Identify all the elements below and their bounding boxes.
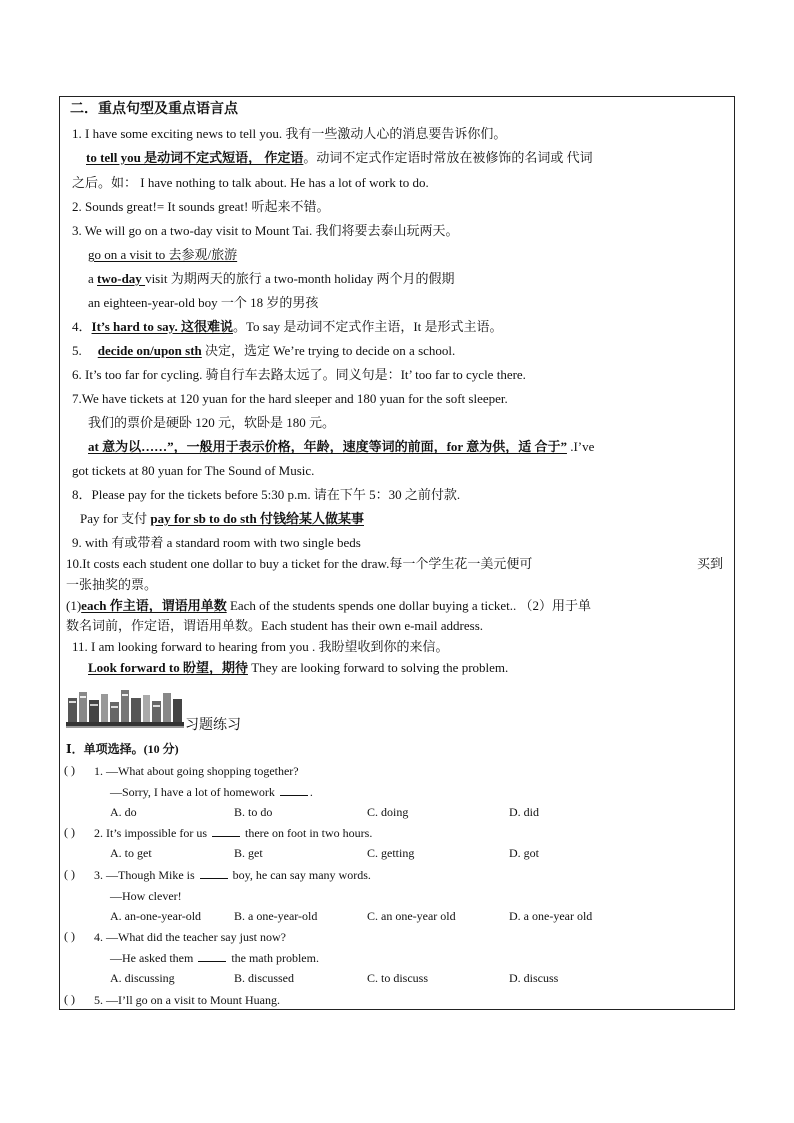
point-11: 11. I am looking forward to hearing from you . 我盼望收到你的来信。 xyxy=(72,639,449,654)
point-1: 1. I have some exciting news to tell you. 我有一些激动人心的消息要告诉你们。 xyxy=(72,126,507,141)
q1-blank xyxy=(280,785,308,796)
point-5-rest: 决定，选定 We’re trying to decide on a school. xyxy=(201,343,456,358)
point-10-end: 买到 xyxy=(697,556,724,571)
q3-text-b: boy, he can say many words. xyxy=(232,868,371,882)
point-1-cont: 之后。如： I have nothing to talk about. He has a lot of work to do. xyxy=(72,175,429,190)
point-8: 8．Please pay for the tickets before 5:30 p.m. 请在下午 5：30 之前付款. xyxy=(72,487,461,502)
q2-text-a: 2. It’s impossible for us xyxy=(94,826,207,840)
q4-option-b[interactable]: B. discussed xyxy=(234,971,294,985)
q1-option-d[interactable]: D. did xyxy=(509,805,539,819)
q4-line-1: 4. —What did the teacher say just now? xyxy=(94,930,286,944)
q5-answer-box[interactable]: ( ) xyxy=(64,992,75,1006)
point-1-key: to tell you 是动词不定式短语， 作定语 xyxy=(86,150,304,165)
books-banner-icon xyxy=(66,688,184,728)
q4-option-c[interactable]: C. to discuss xyxy=(367,971,429,985)
point-10-note-pre: (1) xyxy=(66,598,82,613)
point-4-rest: 。To say 是动词不定式作主语，It 是形式主语。 xyxy=(232,319,503,334)
point-3-example xyxy=(88,270,455,288)
q2-option-b[interactable]: B. get xyxy=(234,846,263,860)
q2-option-c[interactable]: C. getting xyxy=(367,846,415,860)
point-1-rest: 。动词不定式作定语时常放在被修饰的名词或 代词 xyxy=(303,150,593,165)
point-10-cont: 一张抽奖的票。 xyxy=(66,577,158,592)
q3-answer-box[interactable]: ( ) xyxy=(64,867,75,881)
exercise-title: 习题练习 xyxy=(185,718,241,733)
q1-line-2 xyxy=(110,784,313,800)
q1-answer-box[interactable]: ( ) xyxy=(64,763,75,777)
q2-option-a[interactable]: A. to get xyxy=(110,846,152,860)
q3-line-1 xyxy=(94,867,371,883)
q3-blank xyxy=(200,868,228,879)
point-4-key: It’s hard to say. 这很难说 xyxy=(91,319,233,334)
point-3-phrase: go on a visit to 去参观/旅游 xyxy=(88,247,238,262)
q3-option-c[interactable]: C. an one-year old xyxy=(367,909,456,923)
q2-answer-box[interactable]: ( ) xyxy=(64,825,75,839)
point-5 xyxy=(72,342,455,360)
point-5-key: decide on/upon sth xyxy=(97,343,202,358)
q4-option-d[interactable]: D. discuss xyxy=(509,971,559,985)
point-7-key: at 意为以……”，一般用于表示价格，年龄，速度等词的前面，for 意为供，适 合于” xyxy=(88,439,567,454)
point-5-num: 5. xyxy=(72,343,82,358)
q1-option-b[interactable]: B. to do xyxy=(234,805,273,819)
point-11-key: Look forward to 盼望，期待 xyxy=(88,660,248,675)
point-10: 10.It costs each student one dollar to buy a ticket for the draw.每一个学生花一美元便可 xyxy=(66,556,533,571)
q4-text-b: the math problem. xyxy=(231,951,319,965)
point-2: 2. Sounds great!= It sounds great! 听起来不错。 xyxy=(72,199,330,214)
q1-option-a[interactable]: A. do xyxy=(110,805,137,819)
point-8-key: pay for sb to do sth 付钱给某人做某事 xyxy=(150,511,364,526)
point-8-pre: Pay for 支付 xyxy=(80,511,151,526)
q4-text-a: —He asked them xyxy=(110,951,194,965)
point-3-example-2: an eighteen-year-old boy 一个 18 岁的男孩 xyxy=(88,295,319,310)
q3-option-d[interactable]: D. a one-year old xyxy=(509,909,593,923)
point-10-note-rest: Each of the students spends one dollar buying a ticket.. （2）用于单 xyxy=(226,598,591,613)
point-7-cont: got tickets at 80 yuan for The Sound of Music. xyxy=(72,463,315,478)
point-10-note-1 xyxy=(66,597,591,615)
q2-line-1 xyxy=(94,825,372,841)
q2-option-d[interactable]: D. got xyxy=(509,846,539,860)
q3-option-a[interactable]: A. an-one-year-old xyxy=(110,909,202,923)
q4-line-2 xyxy=(110,950,319,966)
point-8-explain xyxy=(80,510,364,528)
q4-answer-box[interactable]: ( ) xyxy=(64,929,75,943)
q3-text-a: 3. —Though Mike is xyxy=(94,868,195,882)
point-7-tail: .I’ve xyxy=(566,439,595,454)
point-4 xyxy=(72,318,503,336)
point-6: 6. It’s too far for cycling. 骑自行车去路太远了。同义句是：It’ too far to cycle there. xyxy=(72,367,526,382)
q4-blank xyxy=(198,951,226,962)
point-7-explain xyxy=(72,438,594,456)
point-3-example-pre: a xyxy=(88,271,98,286)
point-11-rest: They are looking forward to solving the problem. xyxy=(247,660,509,675)
point-9: 9. with 有或带着 a standard room with two single beds xyxy=(72,535,361,550)
q3-option-b[interactable]: B. a one-year-old xyxy=(234,909,318,923)
point-7-cn: 我们的票价是硬卧 120 元，软卧是 180 元。 xyxy=(88,415,336,430)
point-11-explain xyxy=(72,659,508,677)
point-10-note-2: 数名词前，作定语，谓语用单数。Each student has their own e-mail address. xyxy=(66,618,484,633)
point-4-num: 4． xyxy=(72,319,92,334)
q1-option-c[interactable]: C. doing xyxy=(367,805,409,819)
exercise-section-label: Ⅰ．单项选择。(10 分) xyxy=(66,742,179,756)
point-1-explain xyxy=(72,149,593,167)
point-10-note-key: each 作主语，谓语用单数 xyxy=(81,598,227,613)
point-3-example-rest: visit 为期两天的旅行 a two-month holiday 两个月的假期 xyxy=(145,271,455,286)
q2-text-b: there on foot in two hours. xyxy=(245,826,373,840)
q4-option-a[interactable]: A. discussing xyxy=(110,971,175,985)
q1-line-2-end: . xyxy=(309,785,313,799)
q2-blank xyxy=(212,826,240,837)
point-3-example-key: two-day xyxy=(97,271,146,286)
section-title: 二．重点句型及重点语言点 xyxy=(70,102,238,117)
q3-line-2: —How clever! xyxy=(110,889,182,903)
point-7: 7.We have tickets at 120 yuan for the hard sleeper and 180 yuan for the soft sleeper. xyxy=(72,391,508,406)
q1-line-2-text: —Sorry, I have a lot of homework xyxy=(110,785,275,799)
q1-line-1: 1. —What about going shopping together? xyxy=(94,764,299,778)
q5-line-1: 5. —I’ll go on a visit to Mount Huang. xyxy=(94,993,280,1007)
point-3: 3. We will go on a two-day visit to Mount Tai. 我们将要去泰山玩两天。 xyxy=(72,223,459,238)
